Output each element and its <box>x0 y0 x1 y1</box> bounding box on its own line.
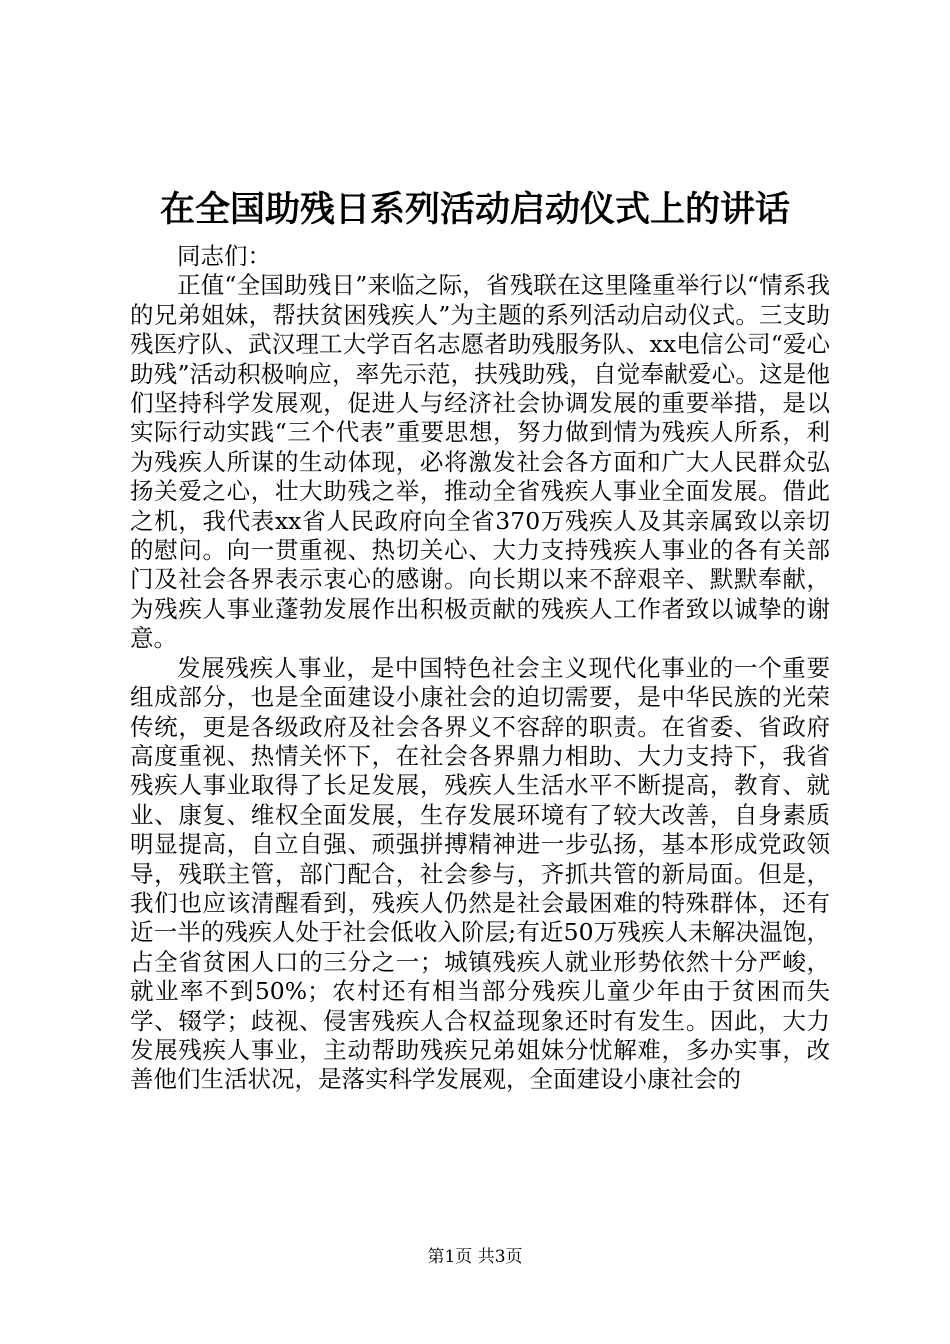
paragraph: 正值“全国助残日”来临之际，省残联在这里隆重举行以“情系我的兄弟姐妹，帮扶贫困残疾人”为主题的系列活动启动仪式。三支助残医疗队、武汉理工大学百名志愿者助残服务队、xx电信公司“爱心助残”活动积极响应，率先示范，扶残助残，自觉奉献爱心。这是他们坚持科学发展观，促进人与经济社会协调发展的重要举措，是以实际行动实践“三个代表”重要思想，努力做到情为残疾人所系，利为残疾人所谋的生动体现，必将激发社会各方面和广大人民群众弘扬关爱之心，壮大助残之举，推动全省残疾人事业全面发展。借此之机，我代表xx省人民政府向全省370万残疾人及其亲属致以亲切的慰问。向一贯重视、热切关心、大力支持残疾人事业的各有关部门及社会各界表示衷心的感谢。向长期以来不辞艰辛、默默奉献，为残疾人事业蓬勃发展作出积极贡献的残疾人工作者致以诚挚的谢意。 <box>130 271 830 653</box>
paragraph: 发展残疾人事业，是中国特色社会主义现代化事业的一个重要组成部分，也是全面建设小康社会的迫切需要，是中华民族的光荣传统，更是各级政府及社会各界义不容辞的职责。在省委、省政府高度重视、热情关怀下，在社会各界鼎力相助、大力支持下，我省残疾人事业取得了长足发展，残疾人生活水平不断提高，教育、就业、康复、维权全面发展，生存发展环境有了较大改善，自身素质明显提高，自立自强、顽强拼搏精神进一步弘扬，基本形成党政领导，残联主管，部门配合，社会参与，齐抓共管的新局面。但是，我们也应该清醒看到，残疾人仍然是社会最困难的特殊群体，还有近一半的残疾人处于社会低收入阶层;有近50万残疾人未解决温饱，占全省贫困人口的三分之一；城镇残疾人就业形势依然十分严峻，就业率不到50%；农村还有相当部分残疾儿童少年由于贫困而失学、辍学；歧视、侵害残疾人合权益现象还时有发生。因此，大力发展残疾人事业，主动帮助残疾兄弟姐妹分忧解难，多办实事，改善他们生活状况，是落实科学发展观，全面建设小康社会的 <box>130 653 830 1094</box>
document-title: 在全国助残日系列活动启动仪式上的讲话 <box>159 189 790 230</box>
page-number-footer: 第1页 共3页 <box>427 1247 523 1267</box>
salutation: 同志们： <box>177 242 271 270</box>
document-body <box>130 242 830 1095</box>
